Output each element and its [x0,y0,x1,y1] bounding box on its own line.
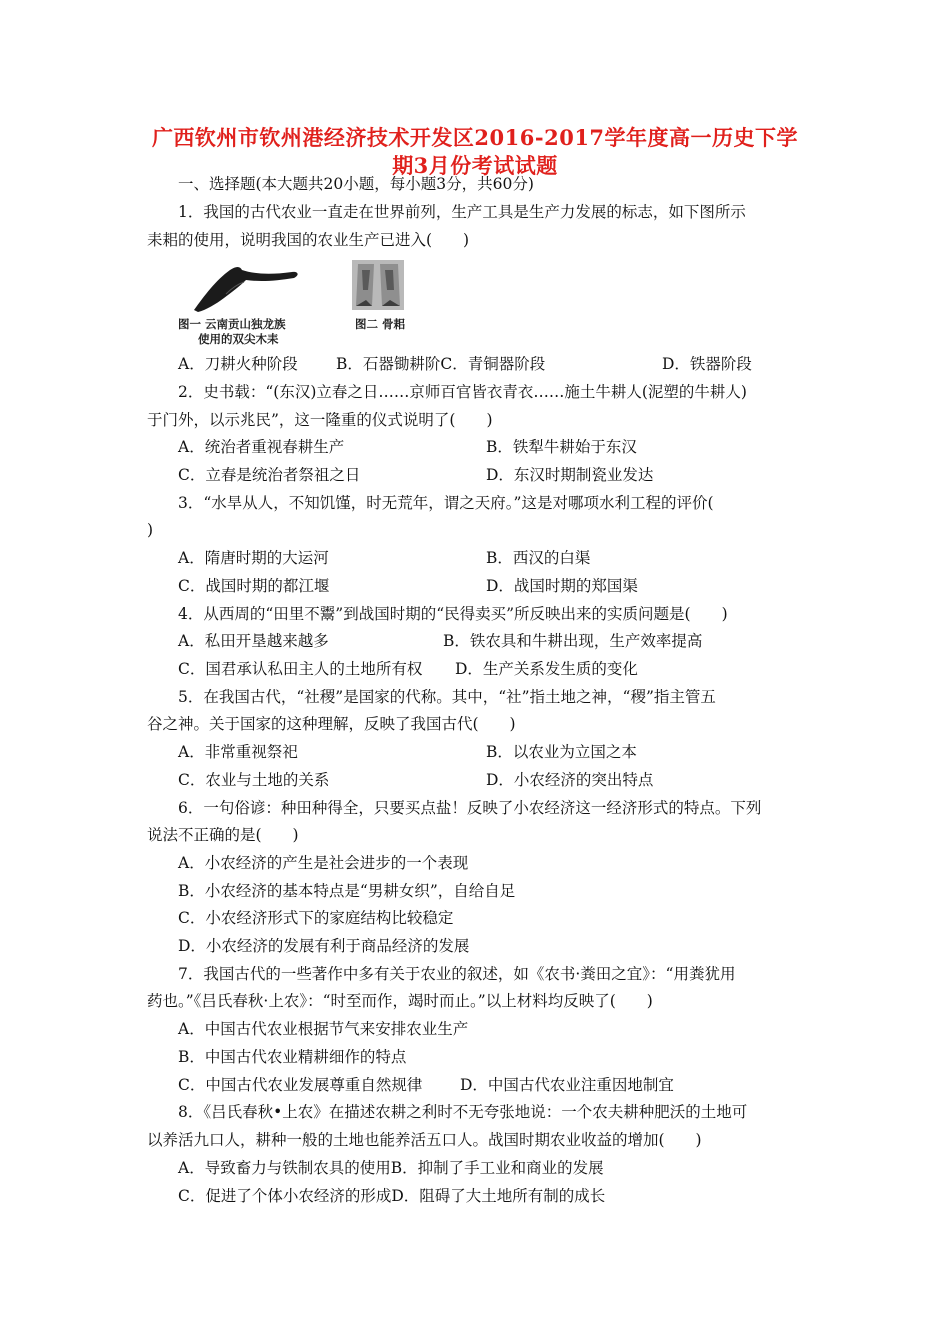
q3-option-a: A．隋唐时期的大运河 [178,549,329,567]
q2-stem-line-1: 2．史书载：“(东汉)立春之日……京师百官皆衣青衣……施土牛耕人(泥塑的牛耕人) [178,383,747,401]
q6-option-b: B．小农经济的基本特点是“男耕女织”，自给自足 [178,882,516,900]
q7-option-b: B．中国古代农业精耕细作的特点 [178,1048,407,1066]
q5-option-d: D．小农经济的突出特点 [486,771,654,789]
q5-option-b: B．以农业为立国之本 [486,743,637,761]
q3-option-c: C．战国时期的都江堰 [178,577,330,595]
q7-option-a: A．中国古代农业根据节气来安排农业生产 [178,1020,469,1038]
q8-stem-line-2: 以养活九口人，耕种一般的土地也能养活五口人。战国时期农业收益的增加( ) [147,1131,702,1149]
q1-option-a: A．刀耕火种阶段 [178,355,298,373]
q8-stem-line-1: 8．《吕氏春秋•上农》在描述农耕之利时不无夸张地说：一个农夫耕种肥沃的土地可 [178,1103,748,1121]
q4-option-a: A．私田开垦越来越多 [178,632,329,650]
q8-option-c-d: C．促进了个体小农经济的形成D．阻碍了大土地所有制的成长 [178,1187,606,1205]
q5-option-c: C．农业与土地的关系 [178,771,330,789]
q3-stem-line-2: ) [147,521,154,539]
q3-option-b: B．西汉的白渠 [486,549,591,567]
q6-option-a: A．小农经济的产生是社会进步的一个表现 [178,854,469,872]
q6-option-d: D．小农经济的发展有利于商品经济的发展 [178,937,470,955]
q1-option-b-c: B．石器锄耕阶C．青铜器阶段 [336,355,546,373]
q7-stem-line-1: 7．我国古代的一些著作中多有关于农业的叙述，如《农书·粪田之宜》：“用粪犹用 [178,965,736,983]
figure-wooden-lei-image [188,258,303,314]
figure-1-caption-line-1: 图一 云南贡山独龙族 [178,317,286,331]
q4-option-c: C．国君承认私田主人的土地所有权 [178,660,423,678]
q3-stem-line-1: 3．“水旱从人，不知饥馑，时无荒年，谓之天府。”这是对哪项水利工程的评价( [178,494,714,512]
q6-stem-line-2: 说法不正确的是( ) [147,826,299,844]
exam-title-line-1: 广西钦州市钦州港经济技术开发区2016-2017学年度高一历史下学 [151,125,799,150]
figure-bone-si-image [352,260,404,310]
q1-stem-line-1: 1．我国的古代农业一直走在世界前列，生产工具是生产力发展的标志，如下图所示 [178,203,746,221]
q8-option-a-b: A．导致畜力与铁制农具的使用B．抑制了手工业和商业的发展 [178,1159,604,1177]
section-header: 一、选择题(本大题共20小题，每小题3分，共60分) [178,175,534,193]
q7-option-c: C．中国古代农业发展尊重自然规律 [178,1076,423,1094]
q1-option-d: D．铁器阶段 [662,355,752,373]
exam-title-line-2: 期3月份考试试题 [392,153,558,178]
wooden-lei-illustration [188,258,303,314]
figure-1-caption-line-2: 使用的双尖木耒 [198,332,279,346]
q2-option-a: A．统治者重视春耕生产 [178,438,345,456]
q3-option-d: D．战国时期的郑国渠 [486,577,638,595]
q2-option-c: C．立春是统治者祭祖之日 [178,466,361,484]
q7-option-d: D．中国古代农业注重因地制宜 [460,1076,674,1094]
q5-stem-line-1: 5．在我国古代，“社稷”是国家的代称。其中，“社”指土地之神，“稷”指主管五 [178,688,716,706]
q4-option-b: B．铁农具和牛耕出现，生产效率提高 [443,632,703,650]
q2-option-b: B．铁犁牛耕始于东汉 [486,438,637,456]
q2-stem-line-2: 于门外，以示兆民”，这一隆重的仪式说明了( ) [147,411,493,429]
q6-option-c: C．小农经济形式下的家庭结构比较稳定 [178,909,454,927]
q6-stem-line-1: 6．一句俗谚：种田种得全，只要买点盐！反映了小农经济这一经济形式的特点。下列 [178,799,762,817]
q5-stem-line-2: 谷之神。关于国家的这种理解，反映了我国古代( ) [147,715,516,733]
q1-stem-line-2: 耒耜的使用，说明我国的农业生产已进入( ) [147,231,470,249]
q4-option-d: D．生产关系发生质的变化 [455,660,638,678]
q7-stem-line-2: 药也。”《吕氏春秋·上农》：“时至而作，竭时而止。”以上材料均反映了( ) [147,992,653,1010]
bone-si-photo [352,260,404,310]
q4-stem-line-1: 4．从西周的“田里不鬻”到战国时期的“民得卖买”所反映出来的实质问题是( ) [178,605,728,623]
q2-option-d: D．东汉时期制瓷业发达 [486,466,654,484]
figure-2-caption: 图二 骨耜 [355,317,406,331]
q5-option-a: A．非常重视祭祀 [178,743,298,761]
